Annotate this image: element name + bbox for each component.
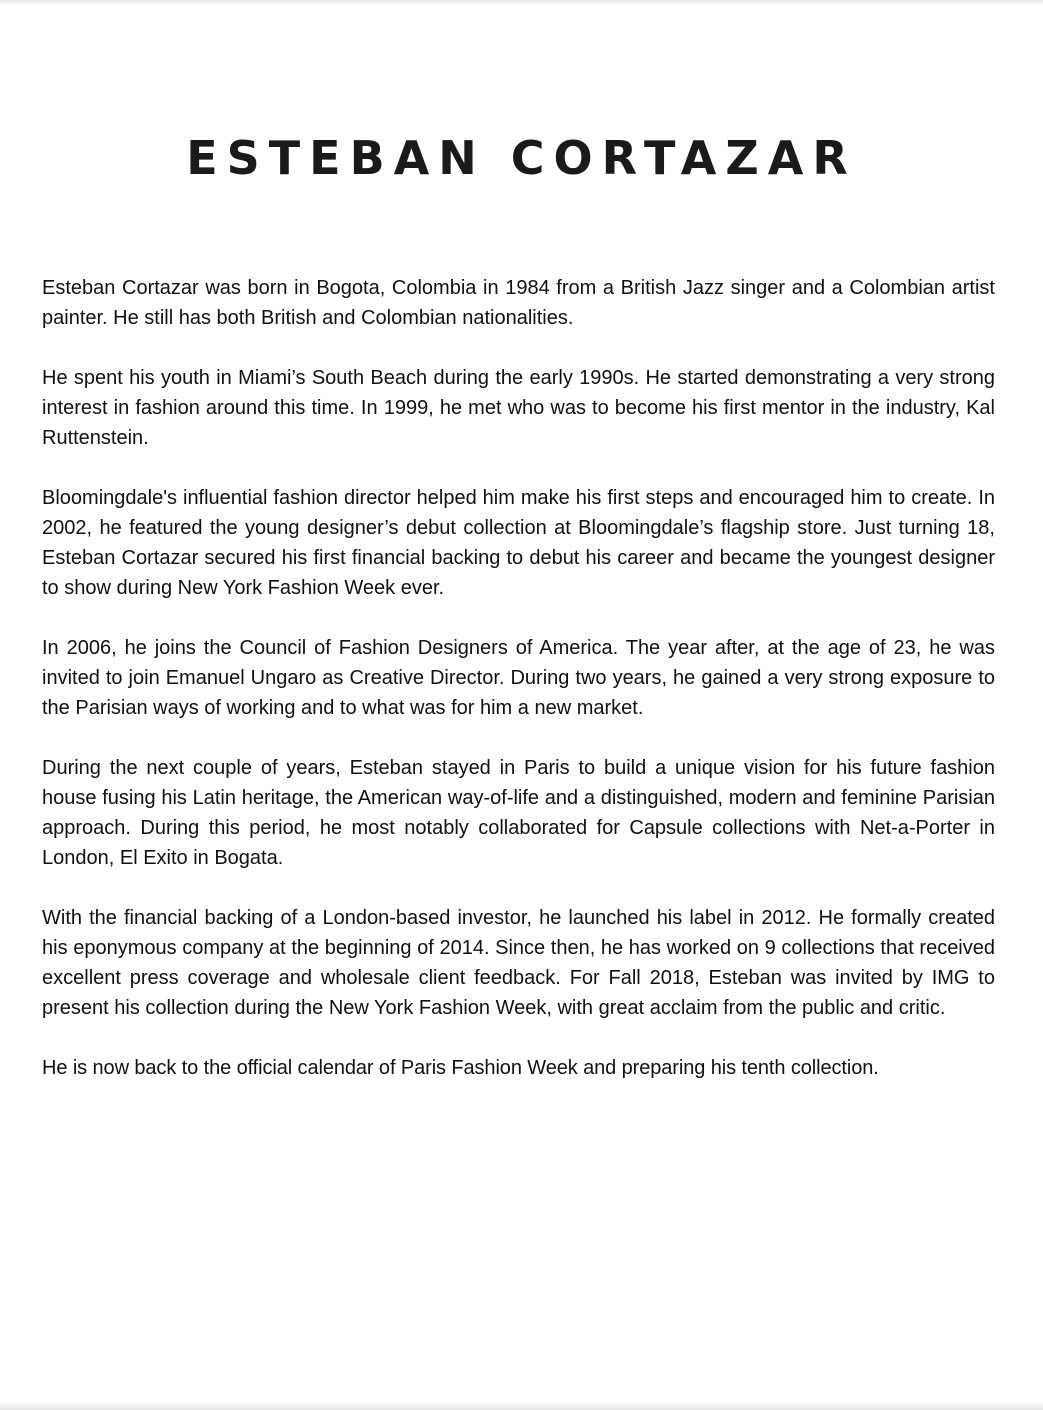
biography-body (42, 273, 995, 1113)
page-title: ESTEBAN CORTAZAR (186, 131, 857, 185)
paragraph-youth: He spent his youth in Miami’s South Beach during the early 1990s. He started demonstrating a very strong interest in fashion around this time. In 1999, he met who was to become his first mentor in the industry, Kal Ruttenstein. (42, 367, 995, 449)
paragraph-birth: Esteban Cortazar was born in Bogota, Colombia in 1984 from a British Jazz singer and a Colombian artist painter. He still has both British and Colombian nationalities. (42, 277, 995, 329)
paragraph-ungaro: In 2006, he joins the Council of Fashion Designers of America. The year after, at the age of 23, he was invited to join Emanuel Ungaro as Creative Director. During two years, he gained a very strong exposure to the Parisian ways of working and to what was for him a new market. (42, 637, 995, 719)
paragraph-current: He is now back to the official calendar of Paris Fashion Week and preparing his tenth collection. (42, 1057, 879, 1079)
paragraph-debut: Bloomingdale's influential fashion director helped him make his first steps and encouraged him to create. In 2002, he featured the young designer’s debut collection at Bloomingdale’s flagship store. Just turning 18, Esteban Cortazar secured his first financial backing to debut his career and became the youngest designer to show during New York Fashion Week ever. (42, 487, 995, 599)
page-top-edge (0, 0, 1043, 6)
page-bottom-edge (0, 1402, 1043, 1410)
paragraph-paris: During the next couple of years, Esteban stayed in Paris to build a unique vision for his future fashion house fusing his Latin heritage, the American way-of-life and a distinguished, modern and feminine Parisian approach. During this period, he most notably collaborated for Capsule collections with Net-a-Porter in London, El Exito in Bogata. (42, 757, 995, 869)
paragraph-label: With the financial backing of a London-based investor, he launched his label in 2012. He formally created his eponymous company at the beginning of 2014. Since then, he has worked on 9 collections that received excellent press coverage and wholesale client feedback. For Fall 2018, Esteban was invited by IMG to present his collection during the New York Fashion Week, with great acclaim from the public and critic. (42, 907, 995, 1019)
